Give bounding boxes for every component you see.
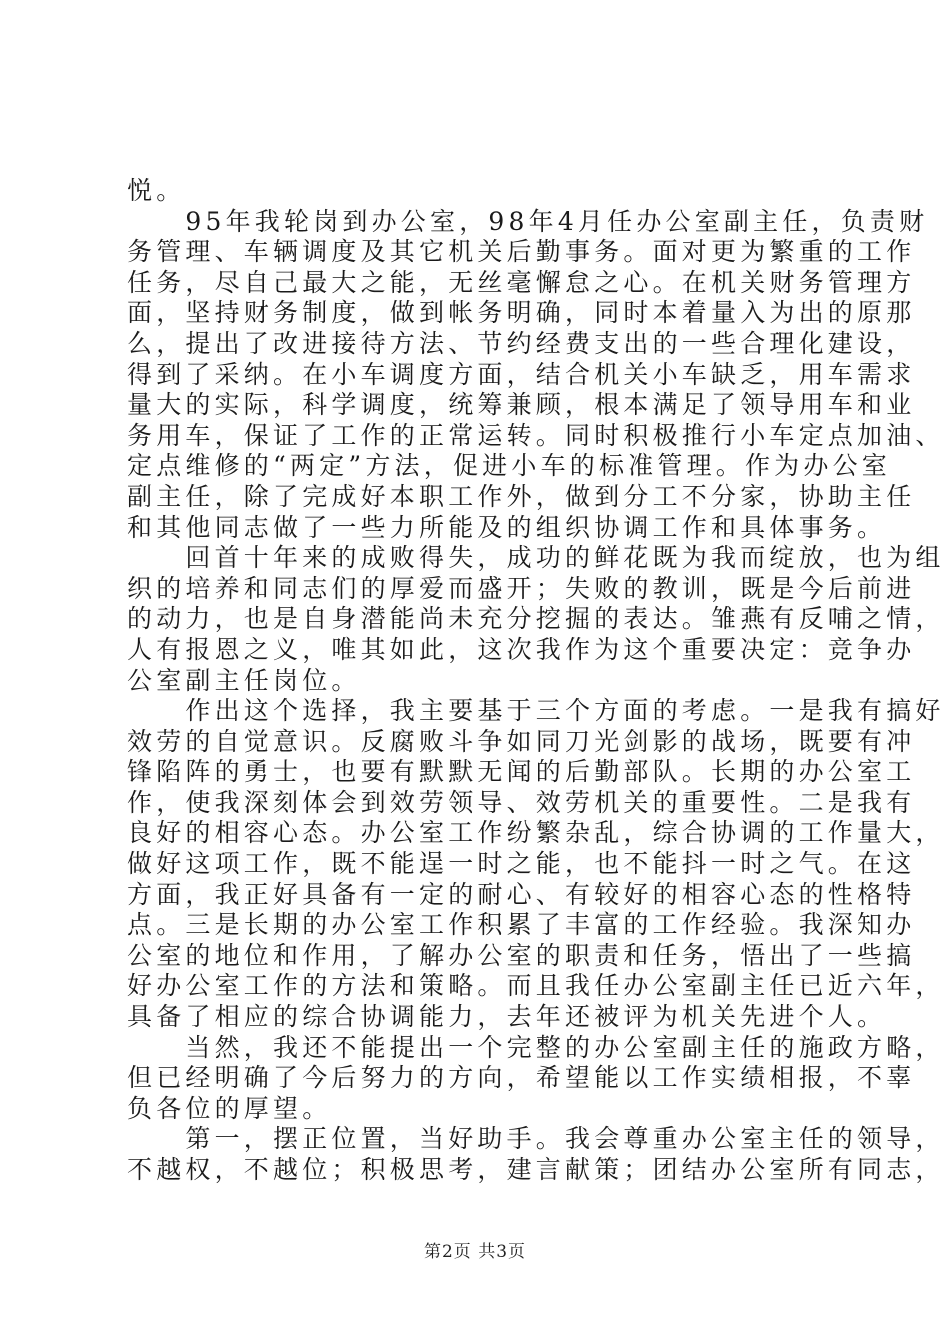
text-line: 公室的地位和作用，了解办公室的职责和任务，悟出了一些搞 [127, 940, 916, 970]
text-line: 得到了采纳。在小车调度方面，结合机关小车缺乏，用车需求 [127, 359, 916, 389]
text-line: 定点维修的“两定”方法，促进小车的标准管理。作为办公室 [127, 451, 891, 481]
text-line: 当然，我还不能提出一个完整的办公室副主任的施政方略， [127, 1032, 945, 1062]
text-line: 织的培养和同志们的厚爱而盛开；失败的教训，既是今后前进 [127, 573, 916, 603]
text-line: 公室副主任岗位。 [127, 665, 361, 695]
text-line: 么，提出了改进接待方法、节约经费支出的一些合理化建设， [127, 328, 916, 358]
text-line: 95年我轮岗到办公室，98年4月任办公室副主任，负责财 [127, 206, 929, 236]
text-line: 但已经明确了今后努力的方向，希望能以工作实绩相报，不辜 [127, 1063, 916, 1093]
text-line: 务用车，保证了工作的正常运转。同时积极推行小车定点加油、 [127, 420, 945, 450]
text-line: 锋陷阵的勇士，也要有默默无闻的后勤部队。长期的办公室工 [127, 757, 916, 787]
text-line: 点。三是长期的办公室工作积累了丰富的工作经验。我深知办 [127, 910, 916, 940]
text-line: 量大的实际，科学调度，统筹兼顾，根本满足了领导用车和业 [127, 390, 916, 420]
text-line: 的动力，也是自身潜能尚未充分挖掘的表达。雏燕有反哺之情， [127, 604, 945, 634]
text-line: 副主任，除了完成好本职工作外，做到分工不分家，协助主任 [127, 481, 916, 511]
text-line: 做好这项工作，既不能逞一时之能，也不能抖一时之气。在这 [127, 849, 916, 879]
document-body [127, 176, 945, 1186]
text-line: 面，坚持财务制度，做到帐务明确，同时本着量入为出的原那 [127, 298, 916, 328]
text-line: 第一，摆正位置，当好助手。我会尊重办公室主任的领导， [127, 1124, 945, 1154]
text-line: 务管理、车辆调度及其它机关后勤事务。面对更为繁重的工作 [127, 237, 916, 267]
text-line: 任务，尽自己最大之能，无丝毫懈怠之心。在机关财务管理方 [127, 267, 916, 297]
text-line: 效劳的自觉意识。反腐败斗争如同刀光剑影的战场，既要有冲 [127, 726, 916, 756]
text-line: 良好的相容心态。办公室工作纷繁杂乱，综合协调的工作量大， [127, 818, 945, 848]
text-line: 人有报恩之义，唯其如此，这次我作为这个重要决定：竞争办 [127, 634, 916, 664]
text-line: 回首十年来的成败得失，成功的鲜花既为我而绽放，也为组 [127, 543, 945, 573]
text-line: 好办公室工作的方法和策略。而且我任办公室副主任已近六年， [127, 971, 945, 1001]
text-line: 和其他同志做了一些力所能及的组织协调工作和具体事务。 [127, 512, 887, 542]
text-line: 悦。 [127, 176, 186, 205]
text-line: 具备了相应的综合协调能力，去年还被评为机关先进个人。 [127, 1002, 887, 1032]
text-line: 作，使我深刻体会到效劳领导、效劳机关的重要性。二是我有 [127, 787, 916, 817]
text-line: 作出这个选择，我主要基于三个方面的考虑。一是我有搞好 [127, 696, 945, 726]
text-line: 方面，我正好具备有一定的耐心、有较好的相容心态的性格特 [127, 879, 916, 909]
text-line: 负各位的厚望。 [127, 1093, 332, 1123]
page-number-footer: 第2页 共3页 [423, 1242, 527, 1262]
text-line: 不越权，不越位；积极思考，建言献策；团结办公室所有同志， [127, 1155, 945, 1184]
